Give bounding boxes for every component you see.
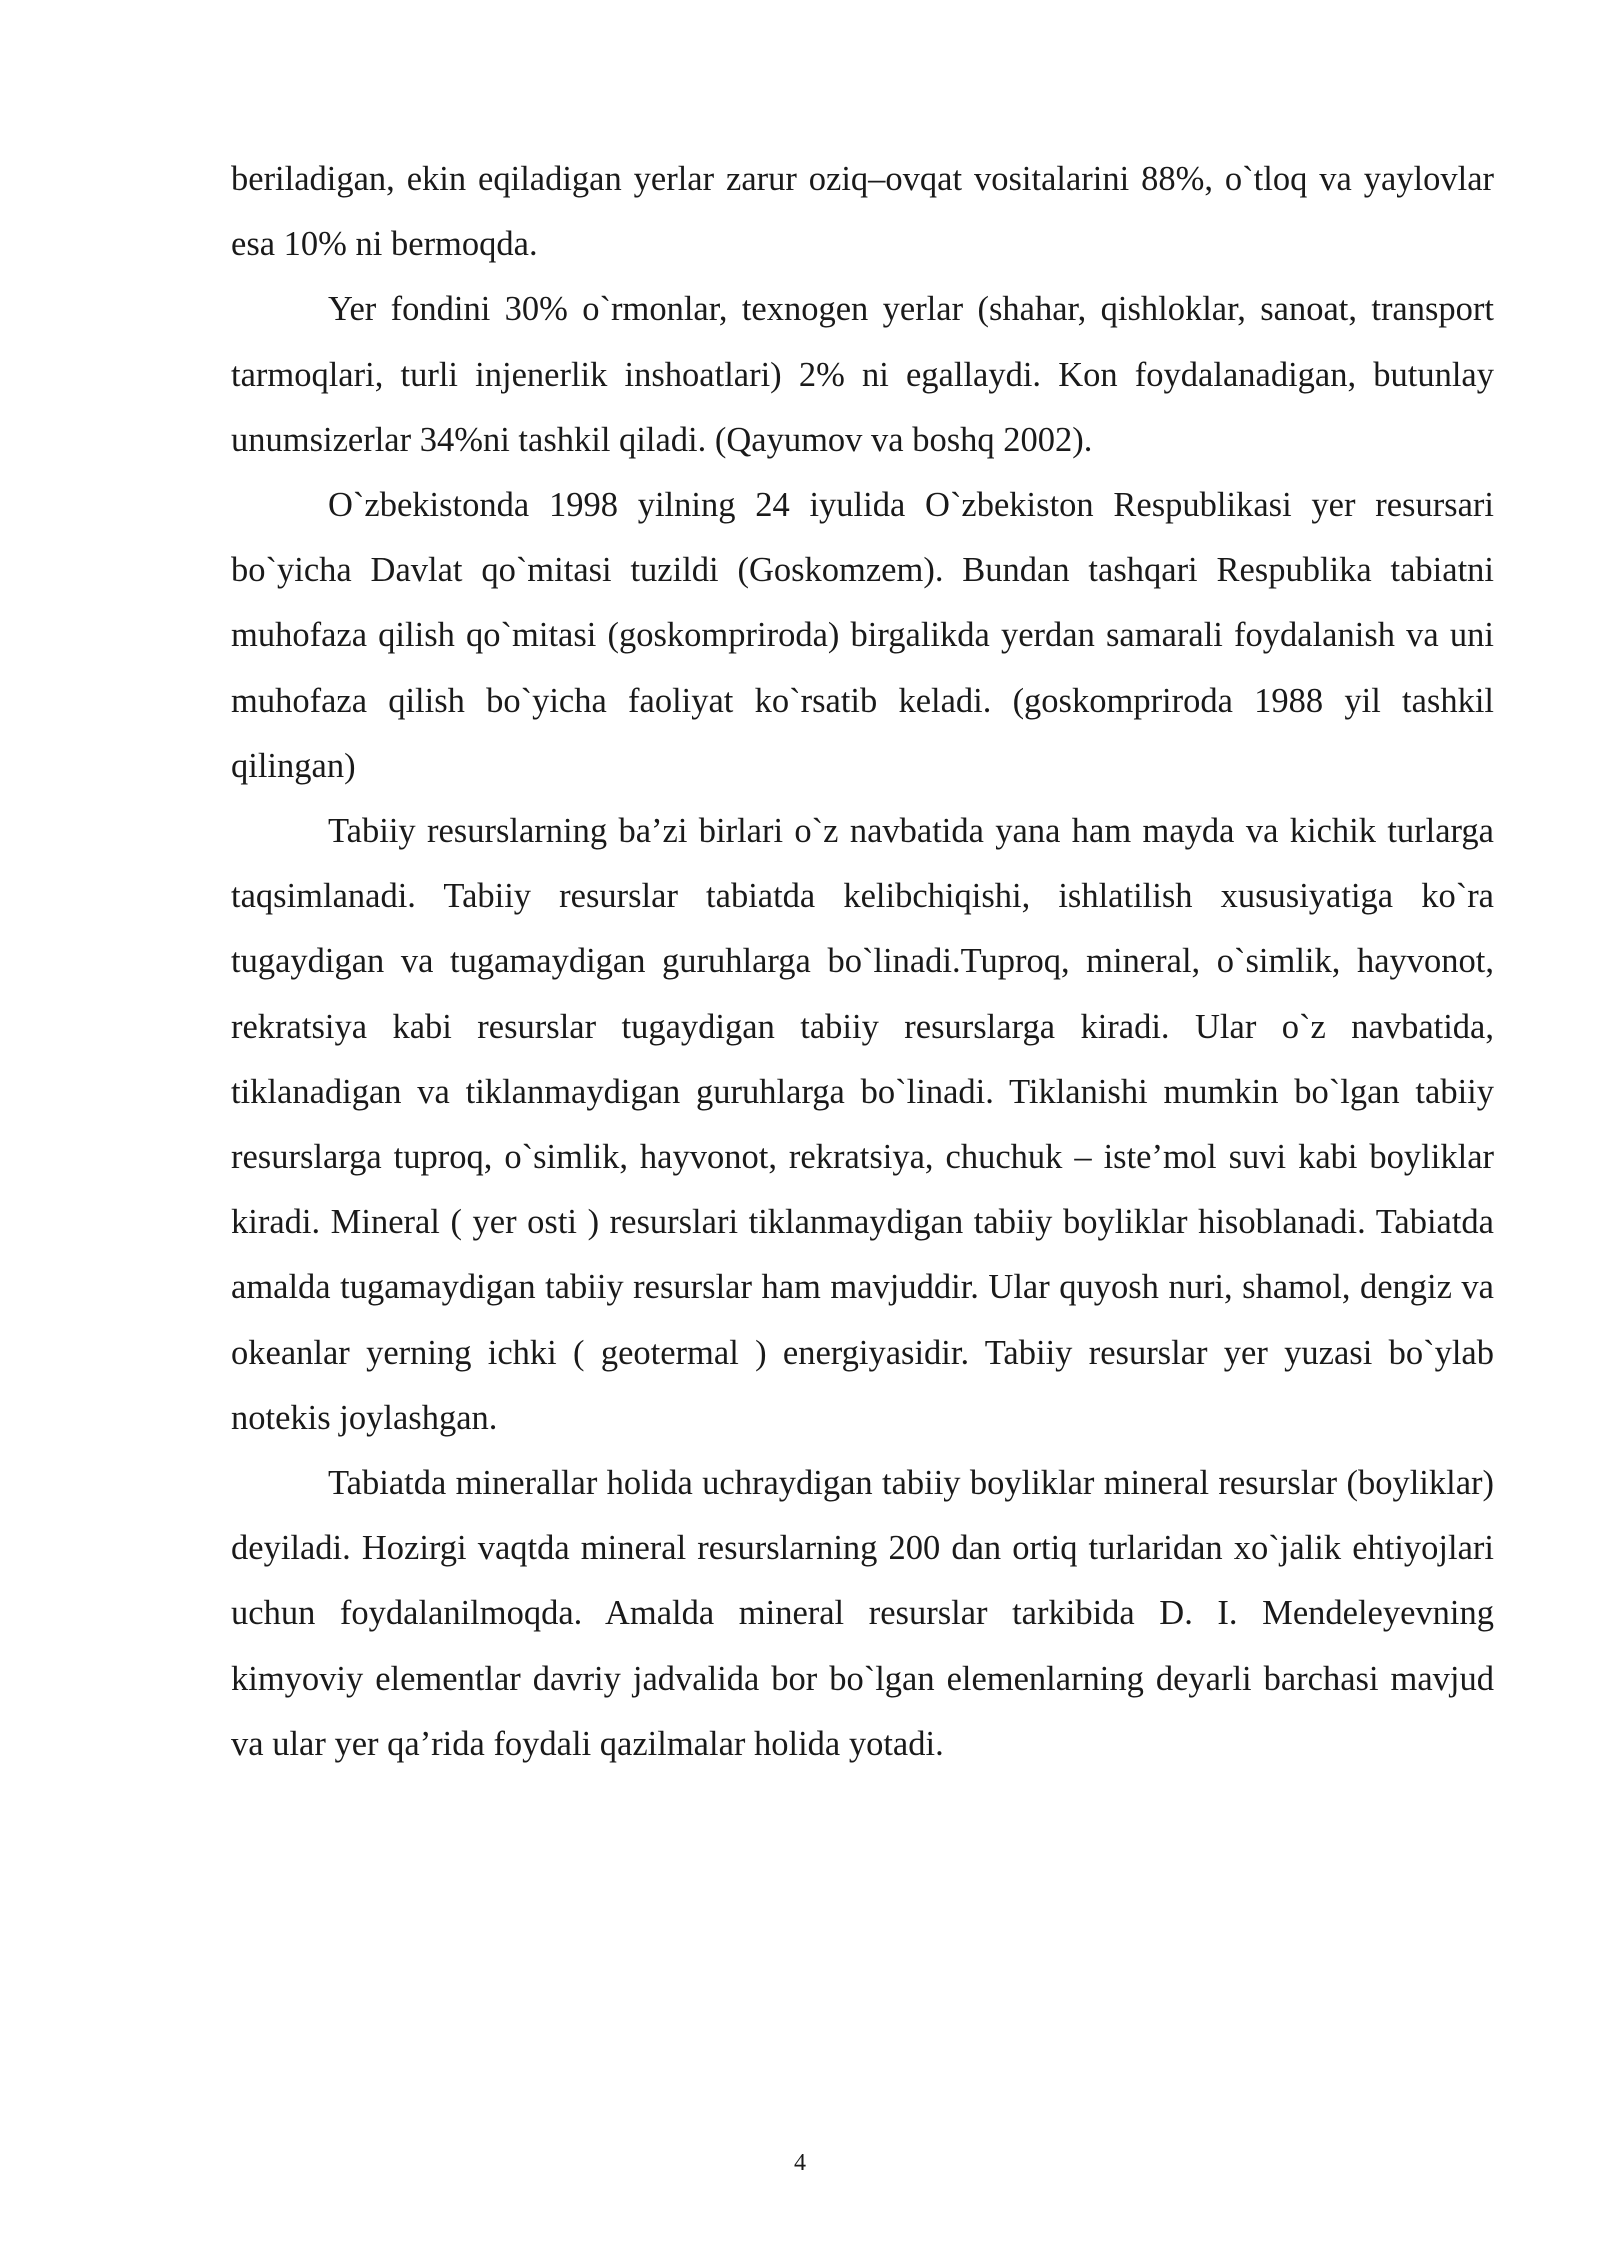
paragraph: beriladigan, ekin eqiladigan yerlar zarur oziq–ovqat vositalarini 88%, o`tloq va yaylovlar esa 10% ni bermoqda. [231,160,1494,264]
paragraph: Tabiatda minerallar holida uchraydigan tabiiy boyliklar mineral resurslar (boyliklar) deyiladi. Hozirgi vaqtda mineral resurslarning 200 dan ortiq turlaridan xo`jalik ehtiyojlari uchun foydalanilmoqda. Amalda mineral resurslar tarkibida D. I. Mendeleyevning kimyoviy elementlar davriy jadvalida bor bo`lgan elemenlarning deyarli barchasi mavjud va ular yer qa’rida foydali qazilmalar holida yotadi. [231,1464,1494,1763]
paragraph: O`zbekistonda 1998 yilning 24 iyulida O`zbekiston Respublikasi yer resursari bo`yicha Davlat qo`mitasi tuzildi (Goskomzem). Bundan tashqari Respublika tabiatni muhofaza qilish qo`mitasi (goskompriroda) birgalikda yerdan samarali foydalanish va uni muhofaza qilish bo`yicha faoliyat ko`rsatib keladi. (goskompriroda 1988 yil tashkil qilingan) [231,486,1494,785]
page-number: 4 [794,2150,806,2176]
paragraph: Tabiiy resurslarning ba’zi birlari o`z navbatida yana ham mayda va kichik turlarga taqsimlanadi. Tabiiy resurslar tabiatda kelibchiqishi, ishlatilish xususiyatiga ko`ra tugaydigan va tugamaydigan guruhlarga bo`linadi.Tuproq, mineral, o`simlik, hayvonot, rekratsiya kabi resurslar tugaydigan tabiiy resurslarga kiradi. Ular o`z navbatida, tiklanadigan va tiklanmaydigan guruhlarga bo`linadi. Tiklanishi mumkin bo`lgan tabiiy resurslarga tuproq, o`simlik, hayvonot, rekratsiya, chuchuk – iste’mol suvi kabi boyliklar kiradi. Mineral ( yer osti ) resurslari tiklanmaydigan tabiiy boyliklar hisoblanadi. Tabiatda amalda tugamaydigan tabiiy resurslar ham mavjuddir. Ular quyosh nuri, shamol, dengiz va okeanlar yerning ichki ( geotermal ) energiyasidir. Tabiiy resurslar yer yuzasi bo`ylab notekis joylashgan. [231,812,1494,1437]
paragraph: Yer fondini 30% o`rmonlar, texnogen yerlar (shahar, qishloklar, sanoat, transport tarmoqlari, turli injenerlik inshoatlari) 2% ni egallaydi. Kon foydalanadigan, butunlay unumsizerlar 34%ni tashkil qiladi. (Qayumov va boshq 2002). [231,290,1494,459]
body-text [231,147,1494,1777]
